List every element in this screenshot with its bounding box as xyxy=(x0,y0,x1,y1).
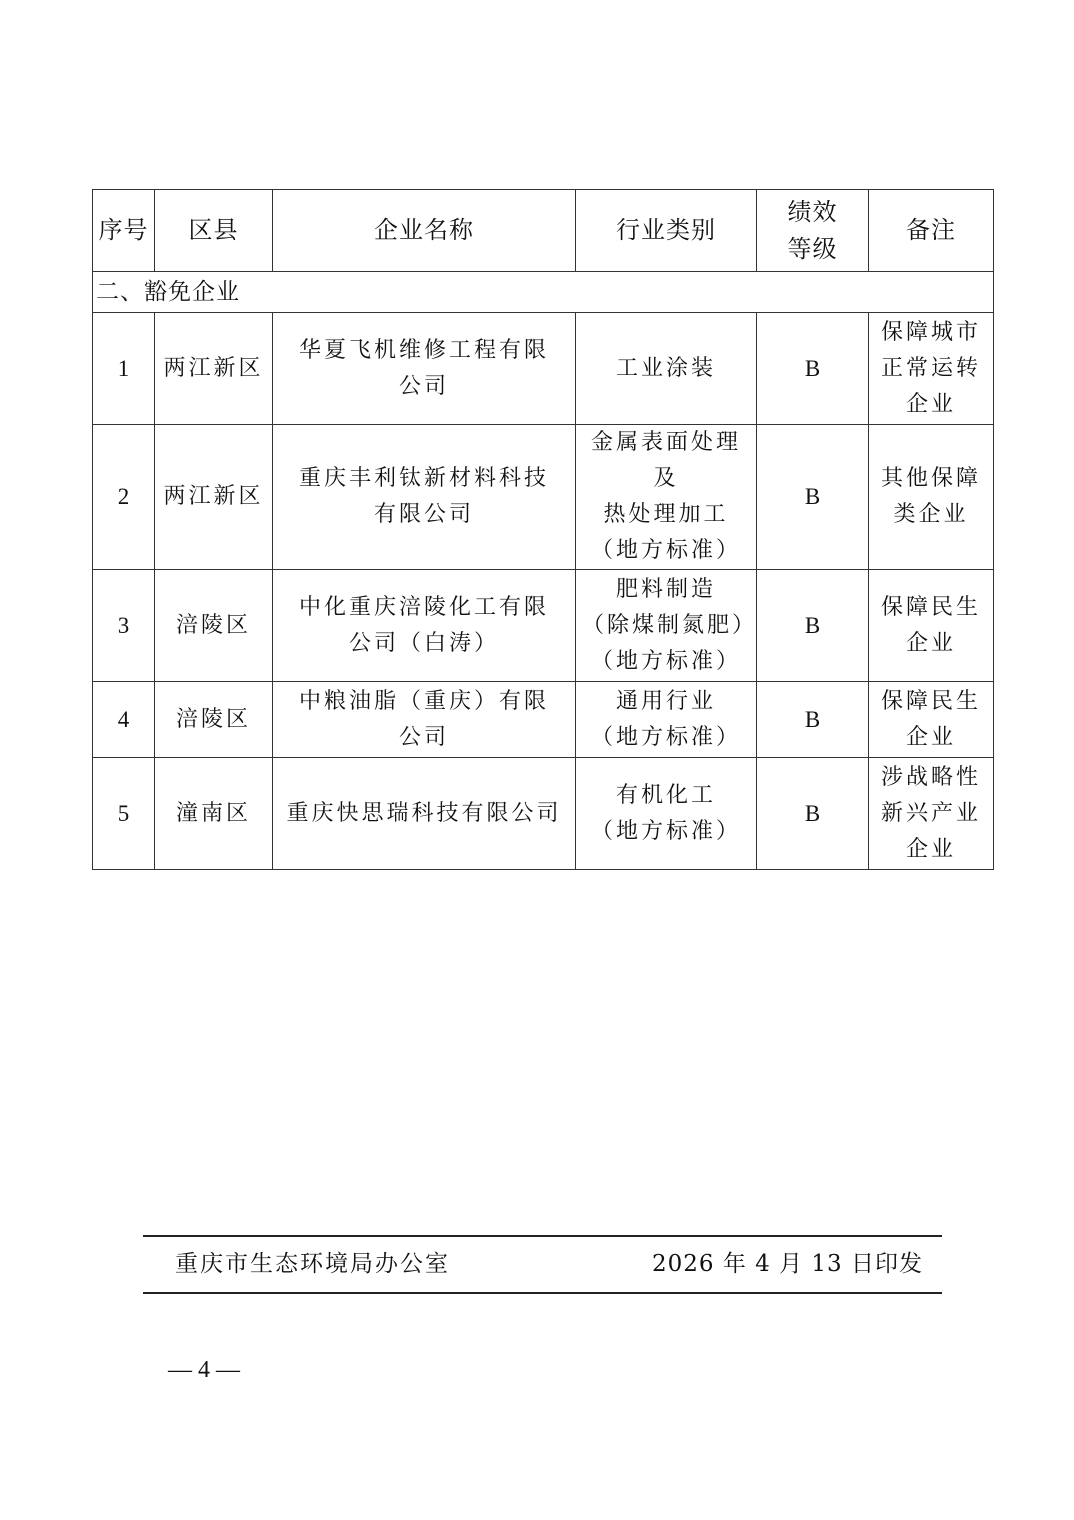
cell-company xyxy=(273,682,576,758)
industry-line: 热处理加工 xyxy=(603,502,729,527)
footer-bottom-rule xyxy=(143,1292,942,1294)
section-title: 二、豁免企业 xyxy=(93,272,994,313)
cell-district: 涪陵区 xyxy=(155,682,273,758)
footer-top-rule xyxy=(143,1235,942,1237)
cell-grade: B xyxy=(757,425,869,570)
cell-seq: 2 xyxy=(93,425,155,570)
remark-line: 保障民生 xyxy=(880,688,981,714)
industry-line: （地方标准） xyxy=(590,538,741,563)
table-row xyxy=(93,313,994,425)
industry-line: （除煤制氮肥） xyxy=(582,612,758,638)
cell-industry xyxy=(576,682,757,758)
cell-seq: 1 xyxy=(93,313,155,425)
header-industry: 行业类别 xyxy=(576,190,757,272)
company-line: 有限公司 xyxy=(373,502,474,527)
cell-district: 涪陵区 xyxy=(155,570,273,682)
remark-line: 正常运转 xyxy=(880,355,981,381)
cell-grade: B xyxy=(757,570,869,682)
company-line: 重庆丰利钛新材料科技 xyxy=(298,466,549,491)
cell-remark xyxy=(869,682,994,758)
cell-remark xyxy=(869,758,994,870)
cell-remark xyxy=(869,313,994,425)
cell-industry xyxy=(576,758,757,870)
page-number: — 4 — xyxy=(168,1357,240,1383)
cell-company xyxy=(273,313,576,425)
table-row xyxy=(93,570,994,682)
industry-line: 有机化工 xyxy=(615,782,716,808)
industry-line: 肥料制造 xyxy=(615,576,716,602)
header-grade-line2: 等级 xyxy=(787,234,838,263)
section-row xyxy=(93,272,994,313)
cell-seq: 4 xyxy=(93,682,155,758)
cell-grade: B xyxy=(757,313,869,425)
table-row xyxy=(93,682,994,758)
cell-seq: 3 xyxy=(93,570,155,682)
footer-issuer: 重庆市生态环境局办公室 xyxy=(175,1251,450,1277)
remark-line: 涉战略性 xyxy=(880,764,981,790)
footer-issue-date: 2026 年 4 月 13 日印发 xyxy=(652,1251,923,1277)
company-line: 中粮油脂（重庆）有限 xyxy=(298,688,549,714)
cell-district: 潼南区 xyxy=(155,758,273,870)
industry-line: 金属表面处理及 xyxy=(590,430,741,491)
cell-industry xyxy=(576,425,757,570)
industry-line: 工业涂装 xyxy=(615,355,716,381)
company-line: 公司 xyxy=(398,724,449,750)
remark-line: 保障城市 xyxy=(880,319,981,345)
company-line: 中化重庆涪陵化工有限 xyxy=(298,594,549,620)
cell-grade: B xyxy=(757,682,869,758)
header-remark: 备注 xyxy=(869,190,994,272)
cell-remark xyxy=(869,570,994,682)
company-line: 公司 xyxy=(398,373,449,399)
company-line: 重庆快思瑞科技有限公司 xyxy=(286,800,562,826)
industry-line: （地方标准） xyxy=(590,648,741,674)
header-company: 企业名称 xyxy=(273,190,576,272)
remark-line: 类企业 xyxy=(893,502,969,527)
cell-district: 两江新区 xyxy=(155,313,273,425)
header-grade xyxy=(757,190,869,272)
remark-line: 企业 xyxy=(905,391,956,417)
cell-company xyxy=(273,758,576,870)
table-header-row xyxy=(93,190,994,272)
header-grade-line1: 绩效 xyxy=(787,197,838,226)
company-line: 华夏飞机维修工程有限 xyxy=(298,337,549,363)
remark-line: 企业 xyxy=(905,724,956,750)
industry-line: （地方标准） xyxy=(590,818,741,844)
cell-company xyxy=(273,570,576,682)
industry-line: （地方标准） xyxy=(590,724,741,750)
table-row xyxy=(93,425,994,570)
industry-line: 通用行业 xyxy=(615,688,716,714)
cell-industry xyxy=(576,313,757,425)
table-row xyxy=(93,758,994,870)
cell-seq: 5 xyxy=(93,758,155,870)
cell-district: 两江新区 xyxy=(155,425,273,570)
cell-remark xyxy=(869,425,994,570)
remark-line: 新兴产业 xyxy=(880,800,981,826)
remark-line: 保障民生 xyxy=(880,594,981,620)
remark-line: 企业 xyxy=(905,836,956,862)
company-line: 公司（白涛） xyxy=(348,630,499,656)
cell-company xyxy=(273,425,576,570)
header-district: 区县 xyxy=(155,190,273,272)
cell-industry xyxy=(576,570,757,682)
remark-line: 企业 xyxy=(905,630,956,656)
remark-line: 其他保障 xyxy=(880,466,981,491)
enterprise-table xyxy=(92,189,994,870)
header-seq: 序号 xyxy=(93,190,155,272)
cell-grade: B xyxy=(757,758,869,870)
